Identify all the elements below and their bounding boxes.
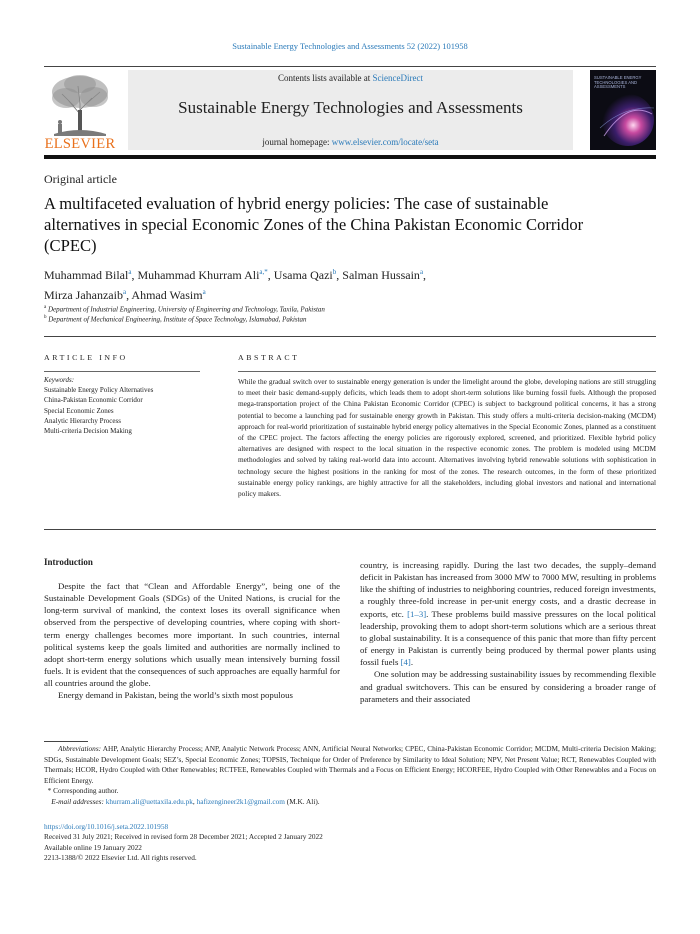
keywords-label: Keywords: — [44, 376, 75, 384]
body-text: . — [410, 657, 414, 668]
homepage-prefix: journal homepage: — [262, 137, 332, 147]
body-text: . These problems build massive pressures on the local political leadership, provoking them to adopt short-term solutions which are a serious threat to global sustainability. It is a consequence of this panic that more than fifty percent of energy in Pakistan is currently being produced by thermal power plants using fossil fuels — [360, 608, 656, 668]
author-affiliation-mark[interactable]: a,* — [259, 268, 268, 276]
author-affiliation-mark[interactable]: a — [128, 268, 132, 276]
body-column-left — [44, 580, 340, 702]
available-online: Available online 19 January 2022 — [44, 842, 142, 852]
sciencedirect-link[interactable]: ScienceDirect — [372, 73, 423, 83]
keyword: Multi-criteria Decision Making — [44, 427, 132, 436]
citation-link[interactable]: [4] — [400, 657, 411, 668]
corresponding-text: Corresponding author. — [53, 786, 119, 795]
email-link[interactable]: hafizengineer2k1@gmail.com — [196, 796, 285, 806]
section-rule — [44, 529, 656, 530]
keyword: Sustainable Energy Policy Alternatives — [44, 386, 154, 394]
body-paragraph: Energy demand in Pakistan, being the world’s sixth most populous — [58, 690, 293, 701]
introduction-heading: Introduction — [44, 557, 93, 567]
article-info-heading: ARTICLE INFO — [44, 353, 128, 362]
header-top-rule — [44, 66, 656, 67]
abbreviations-footnote — [44, 744, 656, 786]
keyword: Special Economic Zones — [44, 406, 114, 415]
author-name[interactable]: Muhammad Khurram Ali — [137, 268, 260, 282]
affiliation-text: Department of Industrial Engineering, University of Engineering and Technology, Taxila, Pakistan — [47, 305, 325, 314]
contents-line — [128, 73, 573, 83]
email-label: E-mail addresses: — [51, 796, 104, 806]
footnotes — [44, 744, 656, 807]
homepage-link[interactable]: www.elsevier.com/locate/seta — [331, 137, 439, 147]
copyright: 2213-1388/© 2022 Elsevier Ltd. All rights reserved. — [44, 853, 197, 863]
section-rule — [44, 336, 656, 337]
journal-reference[interactable]: Sustainable Energy Technologies and Assessments 52 (2022) 101958 — [232, 41, 468, 51]
author-name[interactable]: Muhammad Bilal — [44, 268, 129, 282]
article-info-rule — [44, 371, 200, 372]
journal-masthead — [128, 70, 573, 150]
body-column-right — [360, 559, 656, 705]
body-paragraph: One solution may be addressing sustainability issues by recommending flexible and gradual switchovers. This can be ensured by considering a broader range of parameters and their associated — [360, 669, 656, 704]
author-affiliation-mark[interactable]: b — [332, 268, 337, 276]
email-suffix: (M.K. Ali). — [284, 796, 320, 806]
body-paragraph — [360, 559, 656, 668]
cover-title: SUSTAINABLE ENERGY TECHNOLOGIES AND ASSESSMENTS — [594, 75, 642, 90]
corresponding-mark: * — [47, 786, 52, 795]
author-list: Muhammad Bilal$^a$, Muhammad Khurram Ali$^{a,*}$, Usama Qazi$^b$, Salman Hussain$^a$, Mirza Jahanzaib$^a$, Ahmad Wasim$^a$ — [44, 268, 427, 302]
email-separator: , — [192, 796, 197, 806]
abstract-text: While the gradual switch over to sustainable energy generation is under the limelight around the globe, developing nations are still struggling to meet their basic demand-supply deficits, which leads them to adopt short-term solutions like burning fossil fuels. Although the proposed mega-transportation project of the China Pakistan Economic Corridor (CPEC) is subject to background political concerns, it has a strong potential to become a launching pad for sustainable energy growth in Pakistan. This study offers a multi-criteria decision-making (MCDM) approach for real-world prioritization of sustainable hybrid energy policy alternatives in the Special Economic Zones, planned as a constituent of the CPEC project. The factors affecting the energy policies are rigorously explored, screened, and prioritized. Flexible hybrid policy alternatives are designed with respect to the local situation in the respective economic zones. The problem is modeled using MCDM methodologies and solved by taking real-world data into account. Alternatives involving hybrid renewable solutions with sophistication in technology secure the highest positions in the ranking for most of the zones. The research outcomes, in the form of these prioritized sustainable energy policy rankings, are highly attractive for all the stakeholders, including global investors and national and international policy makers. — [238, 377, 656, 499]
publisher-name: ELSEVIER — [44, 136, 116, 152]
affiliation-mark: b — [44, 315, 47, 320]
body-paragraph: Despite the fact that “Clean and Affordable Energy”, being one of the Sustainable Development Goals (SDGs) of the United Nations, is crucial for the long-term survival of mankind, the context loses its overall significance when observed from the perspective of developing countries, where coping with short-term energy challenges becomes more important. In such countries, internal political systems keep the goals limited and authorities are normally inclined to adopt short-term energy solutions which usually mean intensively burning fossil fuels. It is evident that the consequences of such approaches are equally harmful for all countries around the globe. — [44, 581, 340, 689]
article-metadata — [44, 822, 323, 864]
author-name[interactable]: Mirza Jahanzaib — [44, 288, 123, 302]
homepage-line — [128, 137, 573, 147]
journal-cover-image[interactable] — [590, 70, 656, 150]
abstract-heading: ABSTRACT — [238, 353, 300, 362]
received-dates: Received 31 July 2021; Received in revised form 28 December 2021; Accepted 2 January 2022 — [44, 832, 323, 842]
footnote-rule — [44, 741, 88, 742]
abstract-rule — [238, 371, 656, 372]
article-type: Original article — [44, 172, 117, 186]
citation-link[interactable]: [1–3] — [407, 608, 427, 619]
contents-prefix: Contents lists available at — [278, 73, 373, 83]
doi-link[interactable]: https://doi.org/10.1016/j.seta.2022.101958 — [44, 822, 169, 831]
email-link[interactable]: khurram.ali@uettaxila.edu.pk — [105, 796, 193, 806]
author-name[interactable]: Ahmad Wasim — [131, 288, 203, 302]
header-bottom-rule — [44, 155, 656, 159]
keyword: China-Pakistan Economic Corridor — [44, 396, 143, 405]
corresponding-footnote — [44, 786, 656, 797]
abbreviations-text: AHP, Analytic Hierarchy Process; ANP, Analytic Network Process; ANN, Artificial Neural Networks; CPEC, China-Pakistan Economic Corridor; MCDM, Multi-criteria Decision Making; SDGs, Sustainable Development Goals; SEZ’s, Special Economic Zones; TOPSIS, Technique for Order of Preference by Similarity to Ideal Solution; NPV, Net Present Value; RCT, Renewables Coupled with Thermals; HCOR, Hydro Coupled with Other Renewables; RCTFEE, Renewables Coupled with Thermals and a Focus on Efficient Energy; HCORFEE, Hydro Coupled with Other Renewables and a Focus on Efficient Energy. — [44, 744, 656, 785]
affiliation — [44, 315, 307, 323]
author-name[interactable]: Salman Hussain — [342, 268, 420, 282]
affiliation-text: Department of Mechanical Engineering, Institute of Space Technology, Islamabad, Pakistan — [48, 315, 307, 324]
body-text: country, is increasing rapidly. During the last two decades, the supply–demand deficit in Pakistan has increased from 3000 MW to 7000 MW, resulting in problems like the shifting of industries to neighboring countries, reduced foreign investments, a roughly three-fold increase in per-unit energy costs, and a drastic decrease in exports, etc. — [360, 560, 656, 619]
abbreviations-label: Abbreviations: — [58, 744, 102, 753]
keywords-list — [44, 385, 153, 436]
author-affiliation-mark[interactable]: a — [202, 288, 206, 296]
author-name[interactable]: Usama Qazi — [273, 268, 333, 282]
email-footnote — [44, 797, 656, 808]
author-affiliation-mark[interactable]: a — [419, 268, 424, 276]
author-affiliation-mark[interactable]: a — [122, 288, 127, 296]
article-title: A multifaceted evaluation of hybrid energy policies: The case of sustainable alternatives in special Economic Zones of the China Pakistan Economic Corridor (CPEC) — [44, 194, 584, 255]
keyword: Analytic Hierarchy Process — [44, 416, 121, 425]
affiliation — [44, 305, 325, 313]
journal-title: Sustainable Energy Technologies and Assessments — [178, 98, 523, 117]
affiliation-mark: a — [44, 305, 47, 310]
